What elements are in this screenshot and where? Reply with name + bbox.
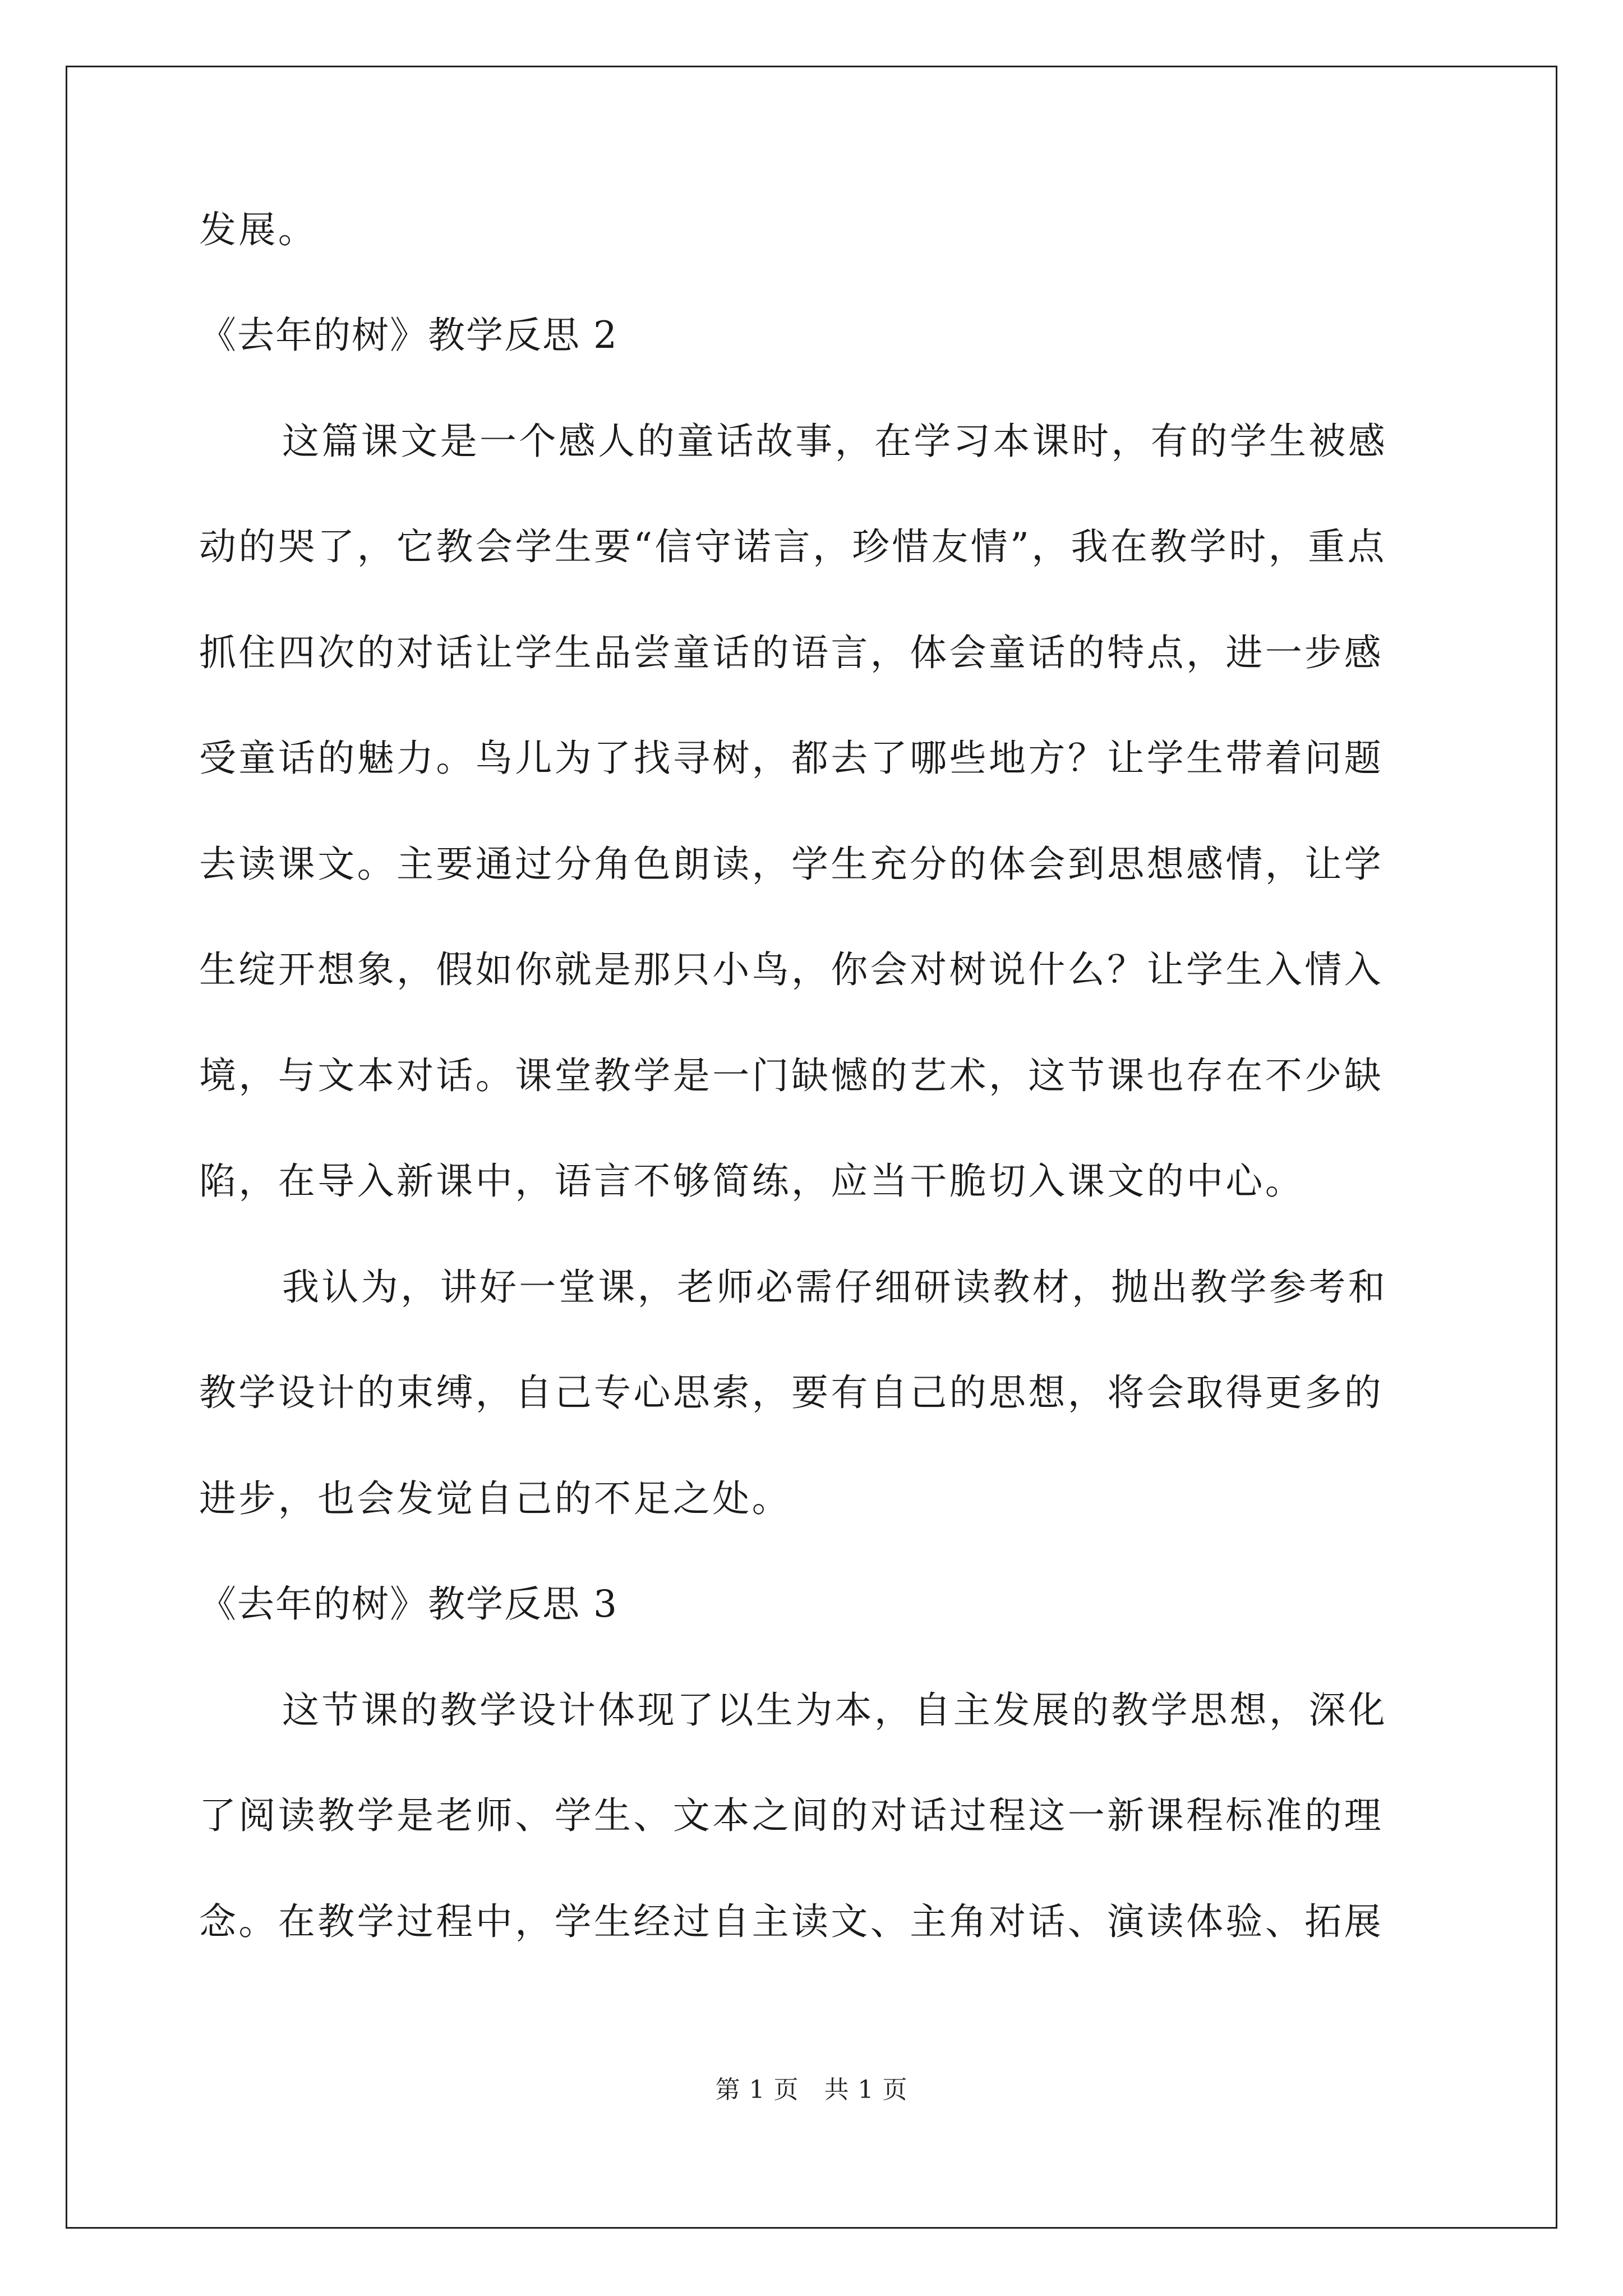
paragraph-line: 抓住四次的对话让学生品尝童话的语言，体会童话的特点，进一步感 <box>199 631 1384 674</box>
paragraph-line: 去读课文。主要通过分角色朗读，学生充分的体会到思想感情，让学 <box>199 843 1384 886</box>
paragraph-line: 境，与文本对话。课堂教学是一门缺憾的艺术，这节课也存在不少缺 <box>199 1054 1384 1097</box>
paragraph-line: 陷，在导入新课中，语言不够简练，应当干脆切入课文的中心。 <box>199 1159 1305 1203</box>
section-heading-3: 《去年的树》教学反思 3 <box>199 1582 618 1626</box>
text-line-continuation: 发展。 <box>199 208 318 251</box>
paragraph-line: 我认为，讲好一堂课，老师必需仔细研读教材，抛出教学参考和 <box>282 1266 1388 1309</box>
section-heading-2: 《去年的树》教学反思 2 <box>199 314 618 357</box>
paragraph-line: 进步，也会发觉自己的不足之处。 <box>199 1477 791 1520</box>
paragraph-line: 了阅读教学是老师、学生、文本之间的对话过程这一新课程标准的理 <box>199 1794 1384 1837</box>
paragraph-line: 念。在教学过程中，学生经过自主读文、主角对话、演读体验、拓展 <box>199 1900 1384 1943</box>
paragraph-line: 生绽开想象，假如你就是那只小鸟，你会对树说什么？让学生入情入 <box>199 948 1384 991</box>
page-number-footer: 第 1 页 共 1 页 <box>715 2076 908 2104</box>
paragraph-line: 动的哭了，它教会学生要“信守诺言，珍惜友情”，我在教学时，重点 <box>199 525 1387 568</box>
paragraph-line: 这篇课文是一个感人的童话故事，在学习本课时，有的学生被感 <box>282 420 1388 463</box>
paragraph-line: 这节课的教学设计体现了以生为本，自主发展的教学思想，深化 <box>282 1688 1388 1732</box>
paragraph-line: 教学设计的束缚，自己专心思索，要有自己的思想，将会取得更多的 <box>199 1371 1384 1414</box>
paragraph-line: 受童话的魅力。鸟儿为了找寻树，都去了哪些地方？让学生带着问题 <box>199 737 1384 780</box>
